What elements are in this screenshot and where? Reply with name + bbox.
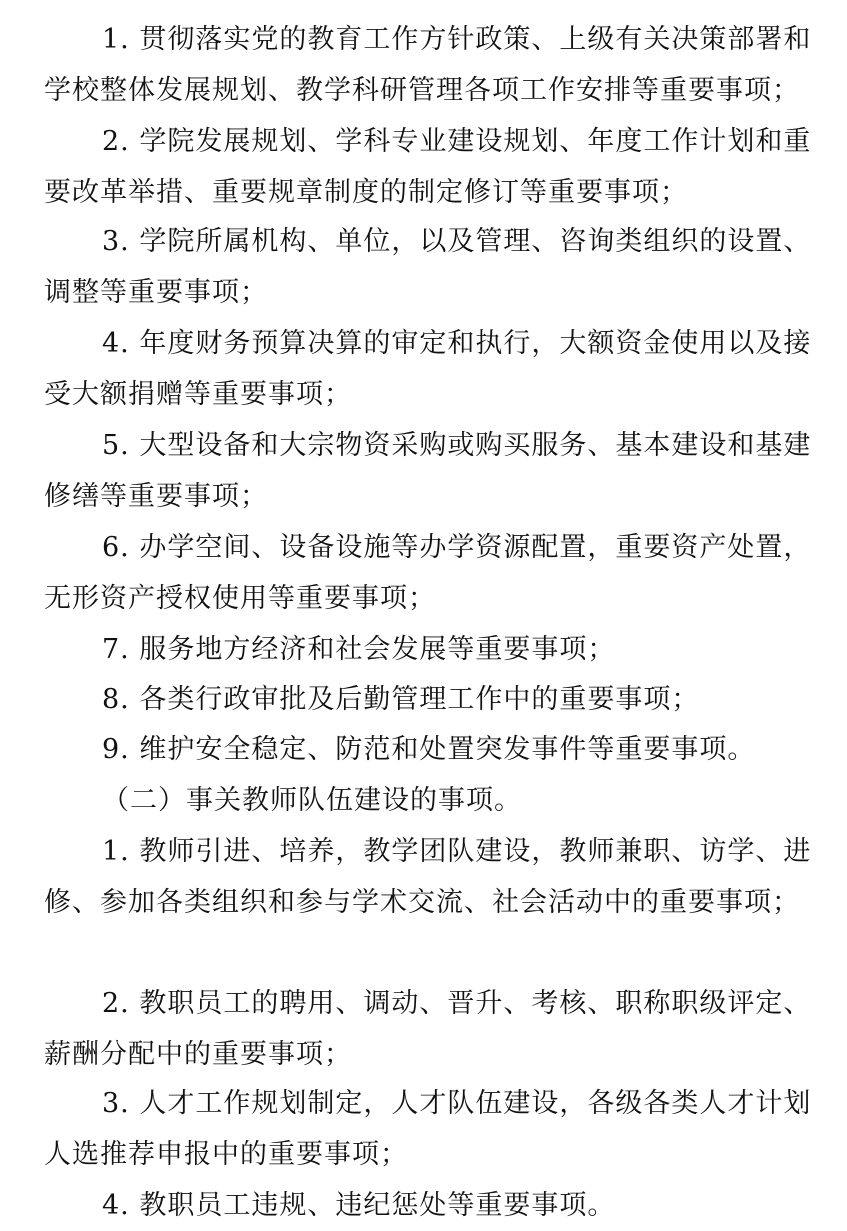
paragraph-2-2: 2. 教职员工的聘用、调动、晋升、考核、职称职级评定、薪酬分配中的重要事项；: [44, 988, 812, 1070]
section-heading-2: （二）事关教师队伍建设的事项。: [102, 785, 522, 816]
paragraph-2-4: 4. 教职员工违规、违纪惩处等重要事项。: [102, 1190, 616, 1221]
paragraph-1-4: 4. 年度财务预算决算的审定和执行，大额资金使用以及接受大额捐赠等重要事项；: [44, 328, 812, 410]
paragraph-1-8: 8. 各类行政审批及后勤管理工作中的重要事项；: [102, 684, 700, 715]
paragraph-1-5: 5. 大型设备和大宗物资采购或购买服务、基本建设和基建修缮等重要事项；: [44, 430, 812, 512]
paragraph-1-9: 9. 维护安全稳定、防范和处置突发事件等重要事项。: [102, 734, 756, 765]
paragraph-2-1: 1. 教师引进、培养，教学团队建设，教师兼职、访学、进修、参加各类组织和参与学术交流、社会活动中的重要事项；: [44, 836, 812, 918]
paragraph-1-3: 3. 学院所属机构、单位，以及管理、咨询类组织的设置、调整等重要事项；: [44, 226, 812, 308]
paragraph-1-1: 1. 贯彻落实党的教育工作方针政策、上级有关决策部署和学校整体发展规划、教学科研管理各项工作安排等重要事项；: [44, 24, 812, 106]
paragraph-1-2: 2. 学院发展规划、学科专业建设规划、年度工作计划和重要改革举措、重要规章制度的制定修订等重要事项；: [44, 126, 812, 208]
paragraph-1-7: 7. 服务地方经济和社会发展等重要事项；: [102, 634, 616, 665]
paragraph-2-3: 3. 人才工作规划制定，人才队伍建设，各级各类人才计划人选推荐申报中的重要事项；: [44, 1088, 812, 1170]
paragraph-1-6: 6. 办学空间、设备设施等办学资源配置，重要资产处置，无形资产授权使用等重要事项；: [44, 532, 812, 614]
